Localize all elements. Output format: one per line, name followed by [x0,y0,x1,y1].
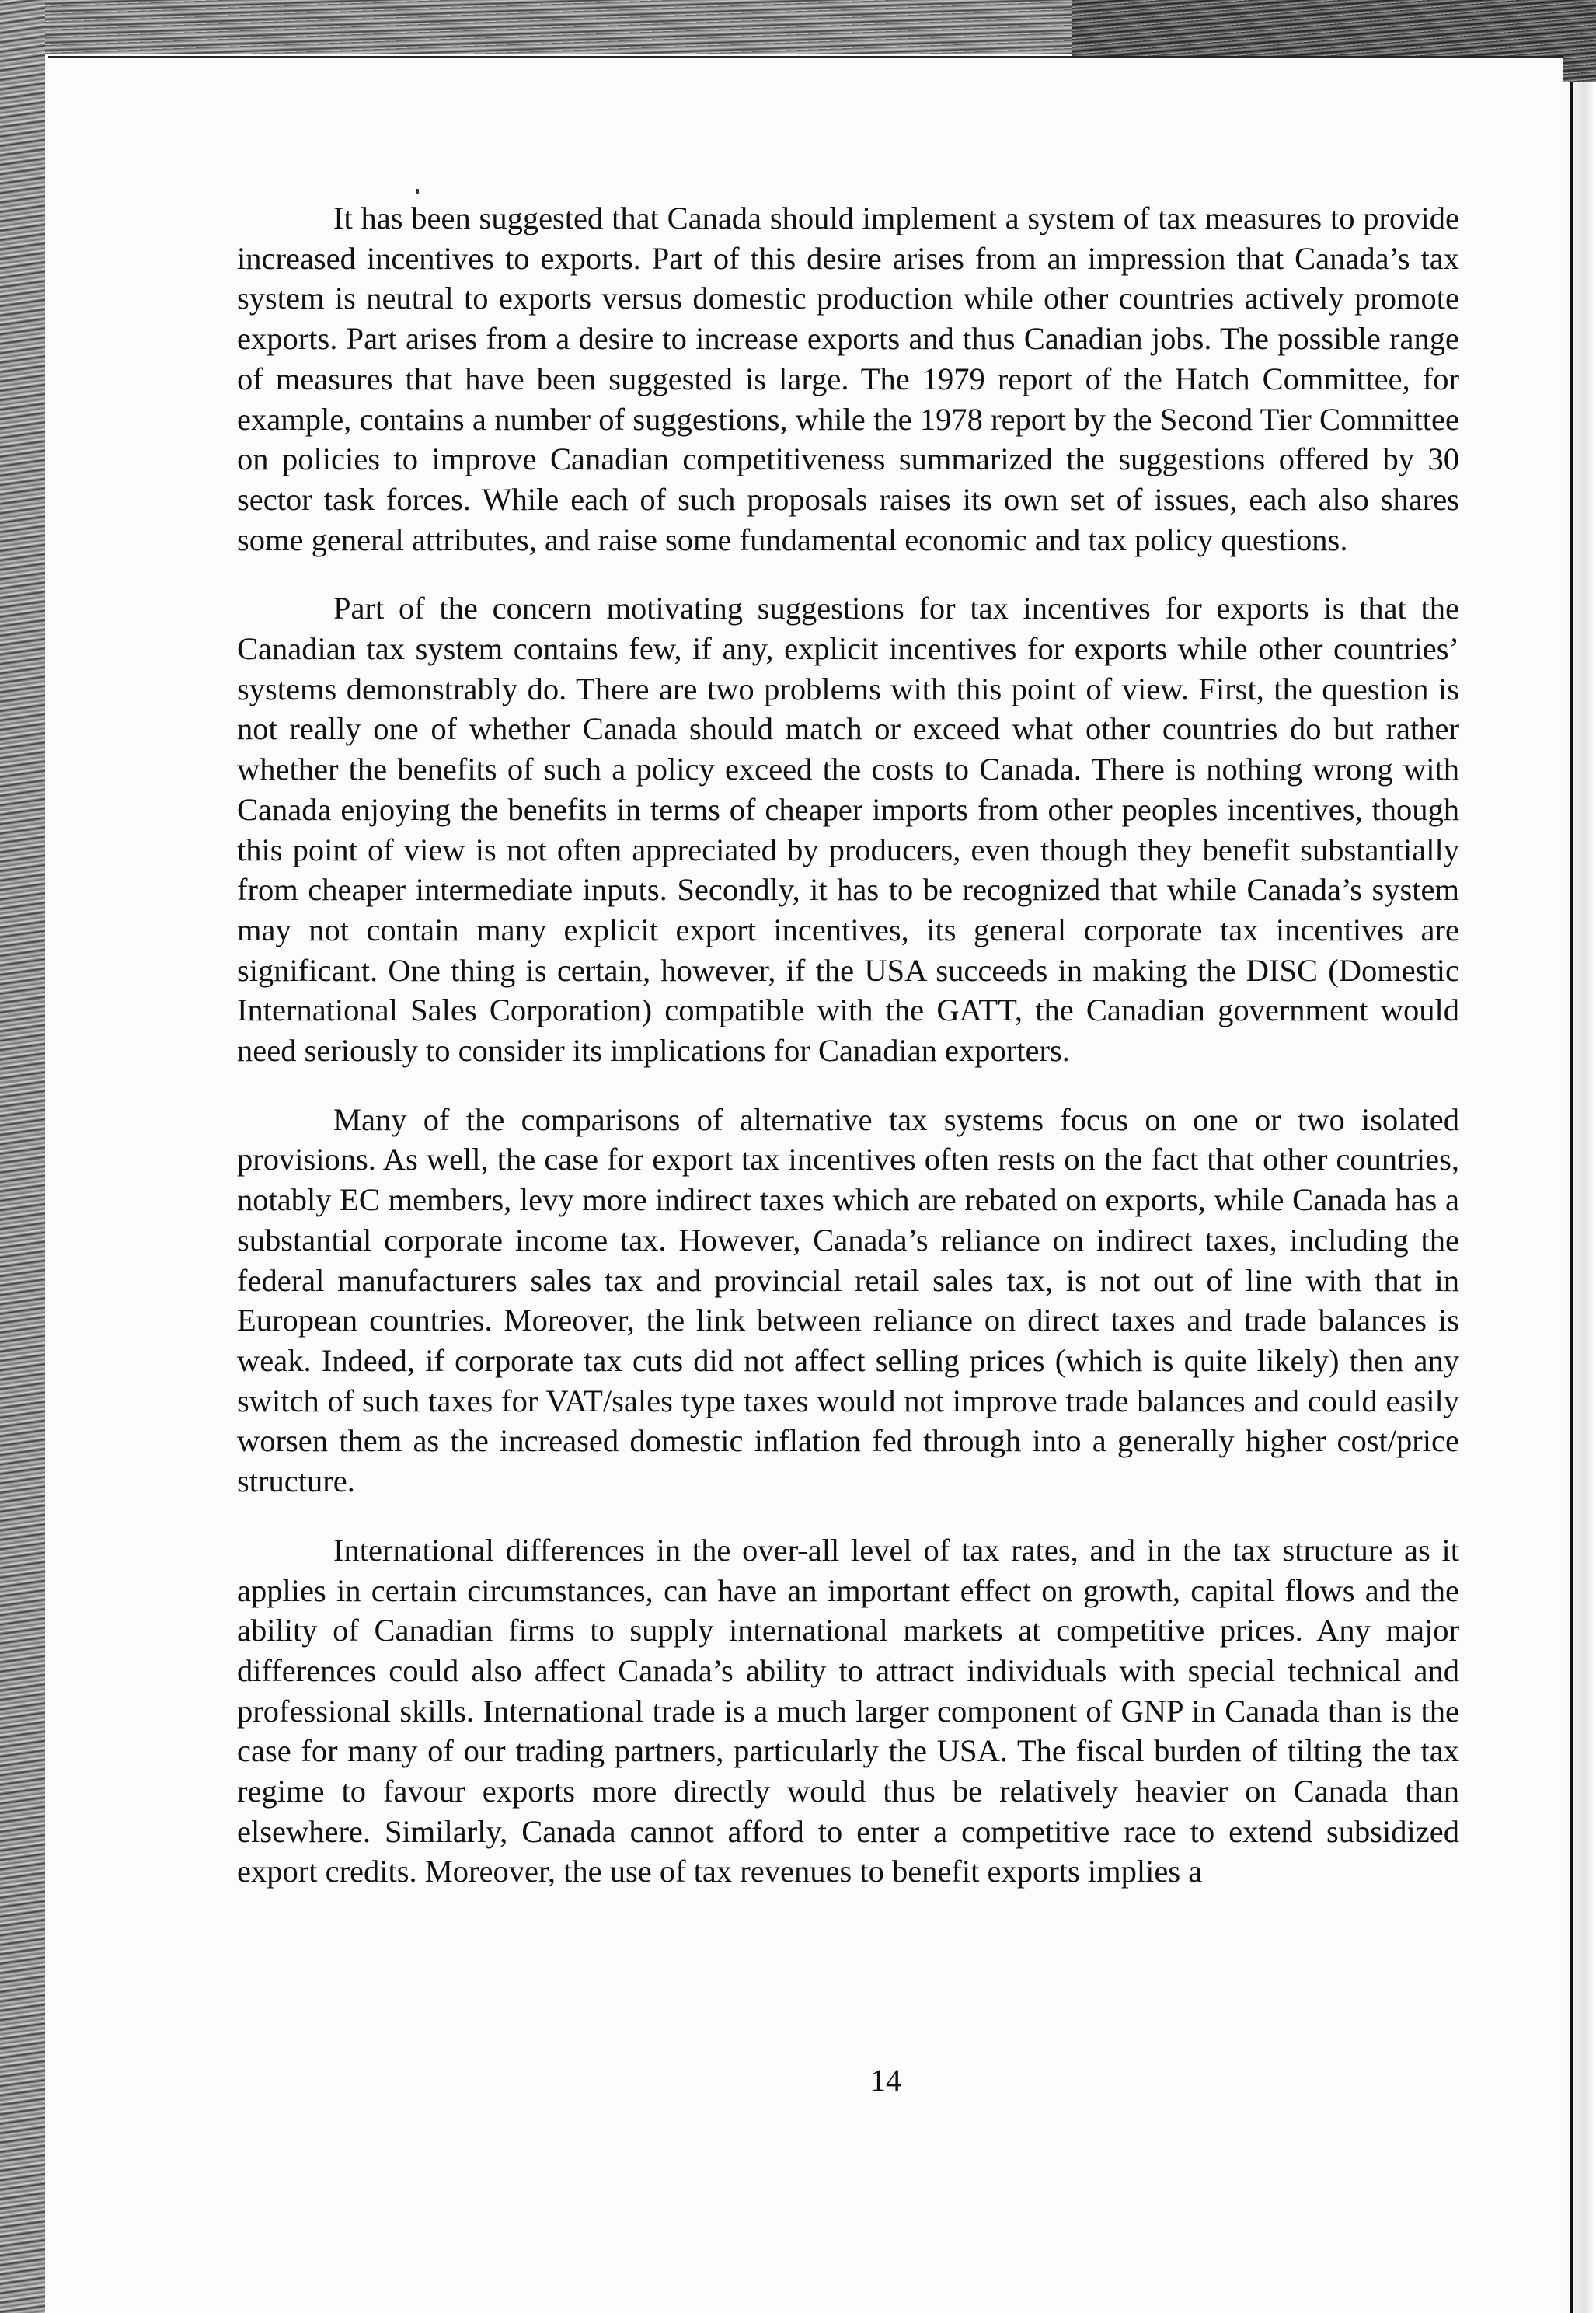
paragraph-3: Many of the comparisons of alternative tax systems focus on one or two isolated provisions. As well, the case for export tax incentives often rests on the fact that other countries, notably EC members, levy more indirect taxes which are rebated on exports, while Canada has a substantial corporate income tax. However, Canada’s reliance on indirect taxes, including the federal manufacturers sales tax and provincial retail sales tax, is not out of line with that in European countries. Moreover, the link between reliance on direct taxes and trade balances is weak. Indeed, if corporate tax cuts did not affect selling prices (which is quite likely) then any switch of such taxes for VAT/sales type taxes would not improve trade balances and could easily worsen them as the increased domestic inflation fed through into a generally higher cost/price structure. [237,1101,1459,1499]
document-body [237,198,1459,1921]
paragraph-2: Part of the concern motivating suggestions for tax incentives for exports is that the Canadian tax system contains few, if any, explicit incentives for exports while other countries’ systems demonstrably do. There are two problems with this point of view. First, the question is not really one of whether Canada should match or exceed what other countries do but rather whether the benefits of such a policy exceed the costs to Canada. There is nothing wrong with Canada enjoying the benefits in terms of cheaper imports from other peoples incentives, though this point of view is not often appreciated by producers, even though they benefit substantially from cheaper intermediate inputs. Secondly, it has to be recognized that while Canada’s system may not contain many explicit export incentives, its general corporate tax incentives are significant. One thing is certain, however, if the USA succeeds in making the DISC (Domestic International Sales Corporation) compatible with the GATT, the Canadian government would need seriously to consider its implications for Canadian exporters. [237,591,1459,1069]
scan-border-right [1570,82,1596,2313]
paragraph-4: International differences in the over-all level of tax rates, and in the tax structure as it applies in certain circumstances, can have an important effect on growth, capital flows and the ability of Canadian firms to supply international markets at competitive prices. Any major differences could also affect Canada’s ability to attract individuals with special technical and professional skills. International trade is a much larger component of GNP in Canada than is the case for many of our trading partners, particularly the USA. The fiscal burden of tilting the tax regime to favour exports more directly would thus be relatively heavier on Canada than elsewhere. Similarly, Canada cannot afford to enter a competitive race to extend subsidized export credits. Moreover, the use of tax revenues to benefit exports implies a [237,1532,1459,1889]
scan-border-left [0,0,45,2313]
page-number: 14 [870,2063,901,2098]
scan-speck [416,189,419,194]
paragraph-1: It has been suggested that Canada should implement a system of tax measures to provide increased incentives to exports. Part of this desire arises from an impression that Canada’s tax system is neutral to exports versus domestic production while other countries actively promote exports. Part arises from a desire to increase exports and thus Canadian jobs. The possible range of measures that have been suggested is large. The 1979 report of the Hatch Committee, for example, contains a number of suggestions, while the 1978 report by the Second Tier Committee on policies to improve Canadian competitiveness summarized the suggestions offered by 30 sector task forces. While each of such proposals raises its own set of issues, each also shares some general attributes, and raise some fundamental economic and tax policy questions. [237,201,1459,557]
